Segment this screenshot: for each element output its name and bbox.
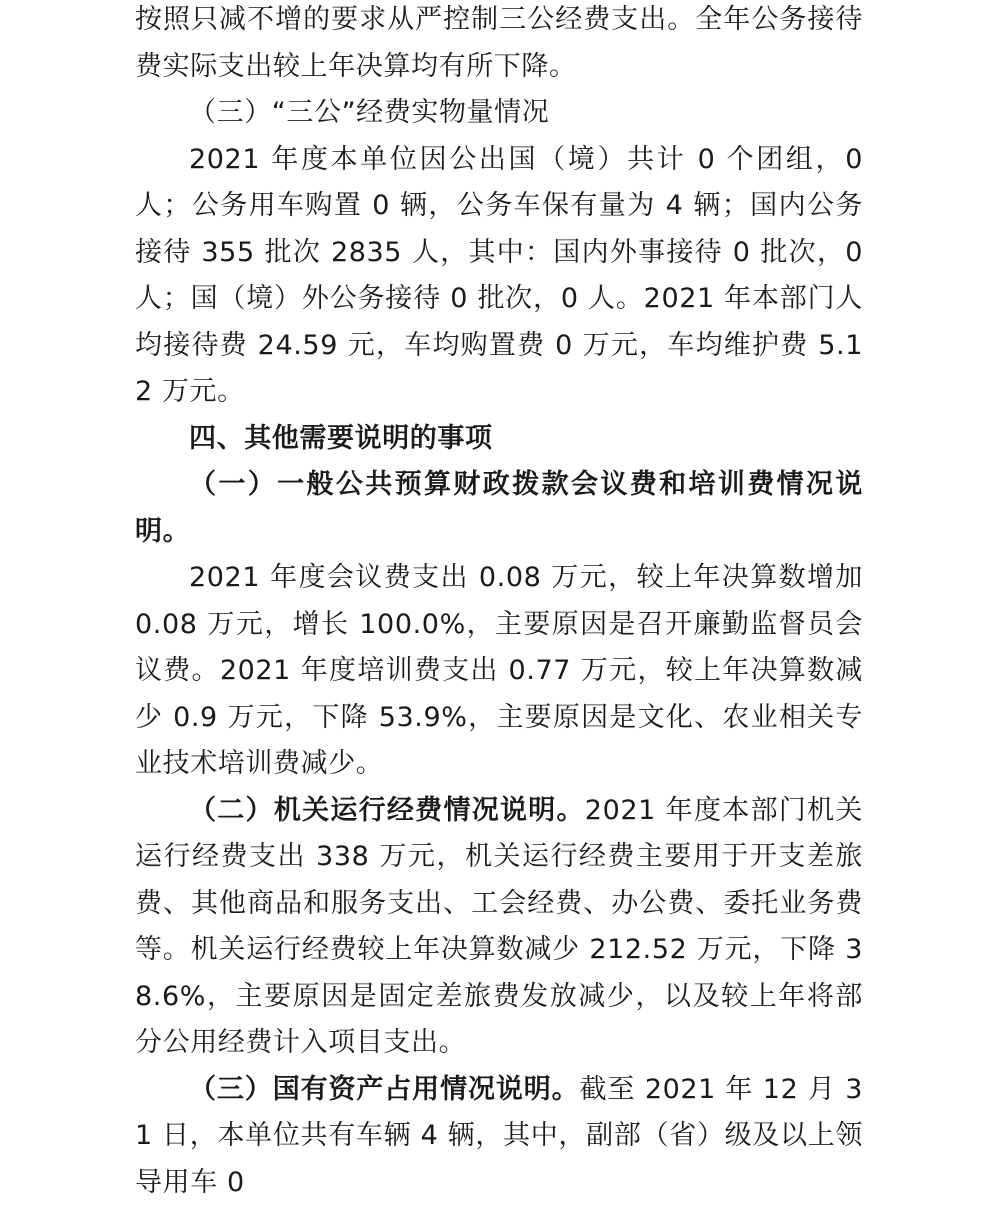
paragraph-text: 截至 2021 年 12 月 31 日，本单位共有车辆 4 辆，其中，副部（省）级及以上领导用车 0	[135, 1074, 863, 1198]
paragraph-three-public-expense-control	[135, 0, 863, 90]
section-heading-other-matters	[135, 416, 863, 463]
paragraph-physical-quantity-details	[135, 137, 863, 416]
document-page	[135, 0, 863, 1023]
subheading-three-public-physical-quantity	[135, 90, 863, 137]
paragraph-text: 按照只减不增的要求从严控制三公经费支出。全年公务接待费实际支出较上年决算均有所下降。	[135, 4, 863, 82]
paragraph-meeting-training-details	[135, 555, 863, 788]
paragraph-lead-heading: （二）机关运行经费情况说明。	[189, 795, 585, 826]
subheading-text: （一）一般公共预算财政拨款会议费和培训费情况说明。	[135, 469, 863, 547]
paragraph-text: 2021 年度会议费支出 0.08 万元，较上年决算数增加 0.08 万元，增长 100.0%，主要原因是召开廉勤监督员会议费。2021 年度培训费支出 0.77 万元，较上年决算数减少 0.9 万元，下降 53.9%，主要原因是文化、农业相关专业技术培训费减少。	[135, 562, 863, 779]
section-heading-text: 四、其他需要说明的事项	[189, 423, 493, 454]
subheading-meeting-training-fees	[135, 462, 863, 555]
paragraph-state-assets	[135, 1067, 863, 1206]
paragraph-text: 2021 年度本单位因公出国（境）共计 0 个团组，0 人；公务用车购置 0 辆，公务车保有量为 4 辆；国内公务接待 355 批次 2835 人，其中：国内外事接待 0 批次，0 人；国（境）外公务接待 0 批次，0 人。2021 年本部门人均接待费 24.59 元，车均购置费 0 万元，车均维护费 5.12 万元。	[135, 144, 863, 408]
paragraph-text: 2021 年度本部门机关运行经费支出 338 万元，机关运行经费主要用于开支差旅费、其他商品和服务支出、工会经费、办公费、委托业务费等。机关运行经费较上年决算数减少 212.52 万元，下降 38.6%，主要原因是固定差旅费发放减少，以及较上年将部分公用经费计入项目支出。	[135, 795, 863, 1059]
paragraph-lead-heading: （三）国有资产占用情况说明。	[189, 1074, 580, 1105]
paragraph-agency-operating-expenses	[135, 788, 863, 1067]
subheading-text: （三）“三公”经费实物量情况	[189, 97, 549, 128]
